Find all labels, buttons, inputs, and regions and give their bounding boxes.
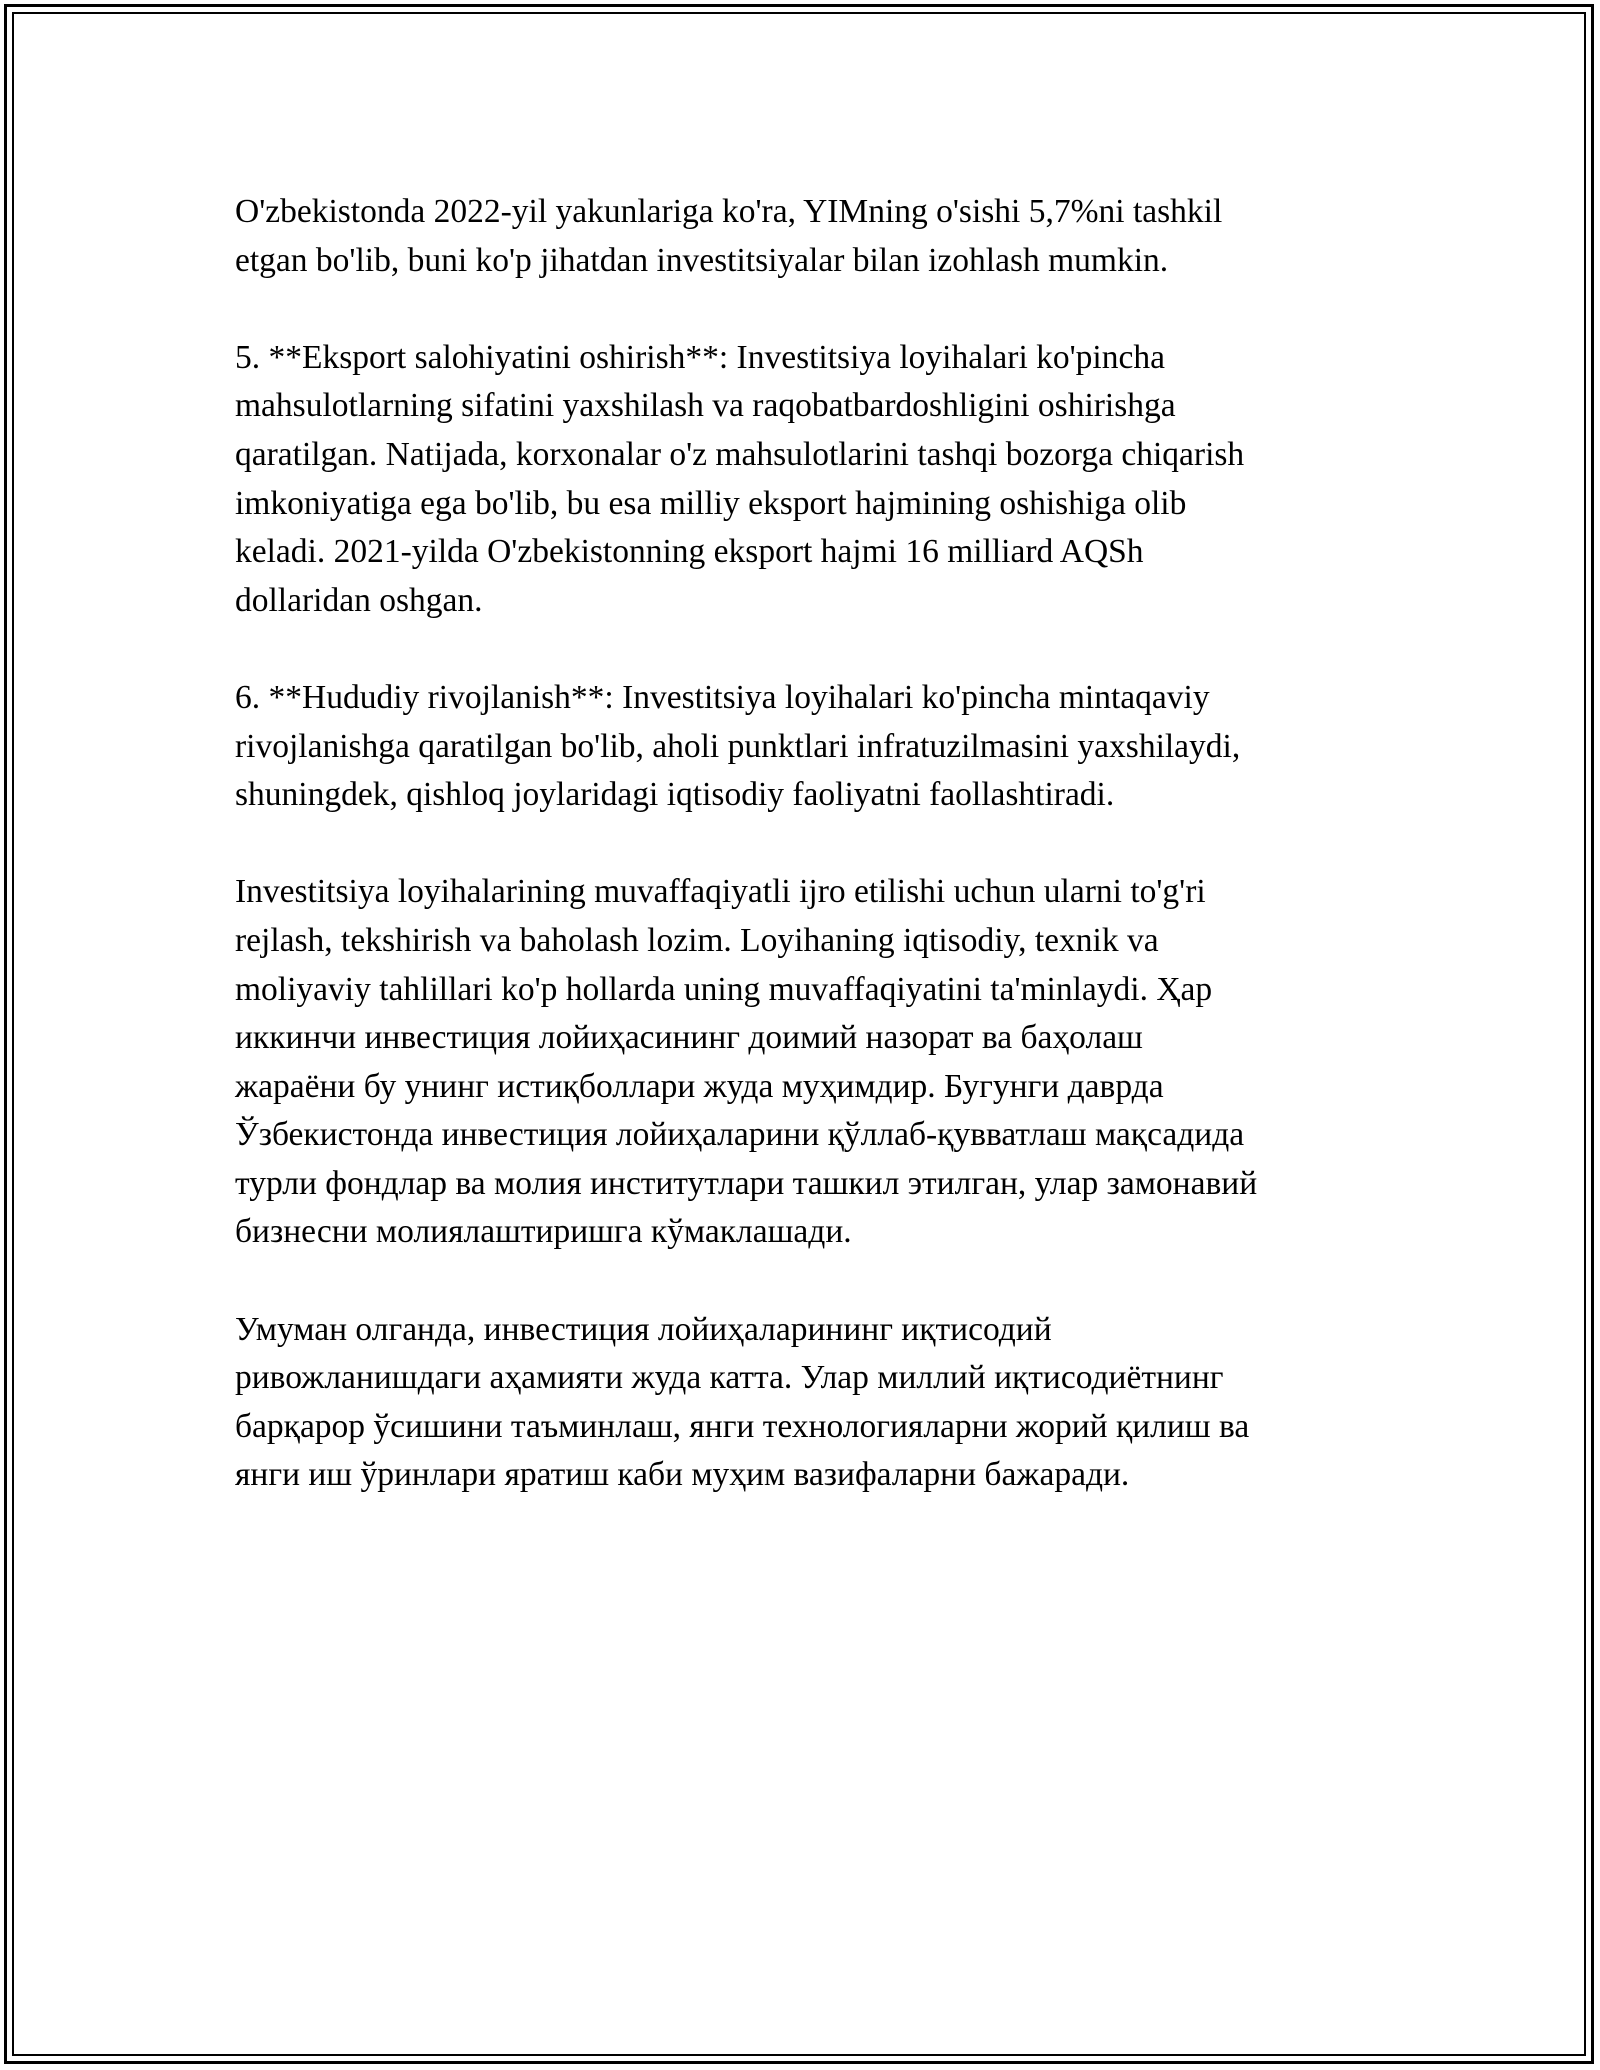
text-line: Умуман олганда, инвестиция лойиҳаларининг иқтисодий: [235, 1310, 1052, 1348]
text-line: mahsulotlarning sifatini yaxshilash va raqobatbardoshligini oshirishga: [235, 387, 1176, 425]
text-line: янги иш ўринлари яратиш каби муҳим вазифаларни бажаради.: [235, 1456, 1130, 1494]
text-line: keladi. 2021-yilda O'zbekistonning eksport hajmi 16 milliard AQSh: [235, 533, 1144, 571]
text-line: etgan bo'lib, buni ko'p jihatdan investitsiyalar bilan izohlash mumkin.: [235, 241, 1169, 279]
text-line: imkoniyatiga ega bo'lib, bu esa milliy eksport hajmining oshishiga olib: [235, 484, 1187, 522]
paragraph-project-execution: [235, 868, 1365, 1257]
text-line: Investitsiya loyihalarining muvaffaqiyatli ijro etilishi uchun ularni to'g'ri: [235, 873, 1206, 911]
text-line: O'zbekistonda 2022-yil yakunlariga ko'ra, YIMning o'sishi 5,7%ni tashkil: [235, 193, 1223, 230]
text-line: rejlash, tekshirish va baholash lozim. Loyihaning iqtisodiy, texnik va: [235, 921, 1159, 959]
text-line: rivojlanishga qaratilgan bo'lib, aholi punktlari infratuzilmasini yaxshilaydi,: [235, 727, 1241, 765]
text-line: qaratilgan. Natijada, korxonalar o'z mahsulotlarini tashqi bozorga chiqarish: [235, 435, 1245, 473]
paragraph-regional-development: [235, 674, 1365, 820]
document-body: [235, 188, 1365, 1549]
paragraph-conclusion: [235, 1306, 1365, 1500]
text-line: dollaridan oshgan.: [235, 581, 483, 619]
text-line: ривожланишдаги аҳамияти жуда катта. Улар миллий иқтисодиётнинг: [235, 1359, 1224, 1397]
text-line: иккинчи инвестиция лойиҳасининг доимий назорат ва баҳолаш: [235, 1019, 1143, 1057]
text-line: 6. **Hududiy rivojlanish**: Investitsiya loyihalari ko'pincha mintaqaviy: [235, 678, 1210, 716]
text-line: барқарор ўсишини таъминлаш, янги технологияларни жорий қилиш ва: [235, 1407, 1250, 1445]
text-line: 5. **Eksport salohiyatini oshirish**: Investitsiya loyihalari ko'pincha: [235, 338, 1165, 376]
text-line: жараёни бу унинг истиқболлари жуда муҳимдир. Бугунги даврда: [235, 1067, 1164, 1105]
text-line: бизнесни молиялаштиришга кўмаклашади.: [235, 1213, 852, 1251]
text-line: турли фондлар ва молия институтлари ташкил этилган, улар замонавий: [235, 1164, 1258, 1202]
text-line: shuningdek, qishloq joylaridagi iqtisodiy faoliyatni faollashtiradi.: [235, 776, 1115, 814]
text-line: Ўзбекистонда инвестиция лойиҳаларини қўллаб-қувватлаш мақсадида: [235, 1116, 1245, 1154]
paragraph-gdp-growth: [235, 188, 1365, 285]
paragraph-export-potential: [235, 334, 1365, 626]
text-line: moliyaviy tahlillari ko'p hollarda uning muvaffaqiyatini ta'minlaydi. Ҳар: [235, 970, 1213, 1008]
